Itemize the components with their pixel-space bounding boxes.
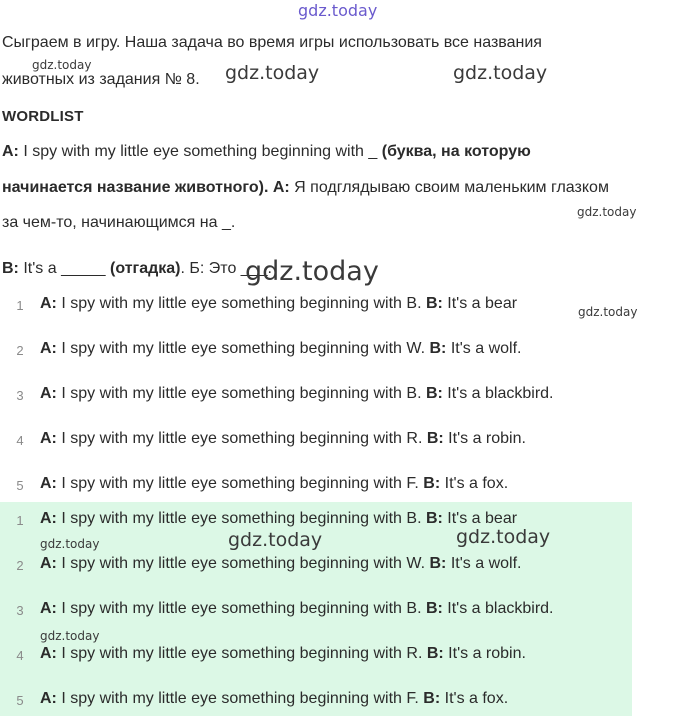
list-item	[40, 690, 508, 708]
list-item-number: 2	[16, 558, 24, 573]
watermark: gdz.today	[456, 526, 551, 548]
speaker-b-label: B:	[423, 475, 441, 492]
answer-text: It's a wolf.	[446, 340, 522, 357]
speaker-a-label: A:	[2, 143, 19, 160]
speaker-a-label: A:	[40, 475, 57, 492]
list-item-number: 3	[16, 603, 24, 618]
watermark: gdz.today	[225, 62, 320, 84]
speaker-b-label: B:	[2, 260, 19, 277]
list-item	[40, 555, 521, 573]
list-item	[40, 340, 521, 358]
speaker-a-label: A:	[40, 340, 57, 357]
instruction-line-1	[2, 143, 531, 161]
intro-line-2: животных из задания № 8.	[2, 71, 200, 88]
question-text: I spy with my little eye something beginning with R.	[56, 430, 427, 447]
speaker-b-label: B:	[425, 385, 443, 402]
answer-text: It's a robin.	[443, 430, 526, 447]
speaker-b-label: B:	[429, 555, 447, 572]
list-item-number: 5	[16, 478, 24, 493]
list-item-number: 4	[16, 433, 24, 448]
list-item	[40, 385, 554, 403]
speaker-a-label: A:	[40, 600, 57, 617]
watermark: gdz.today	[245, 256, 379, 287]
list-item-number: 1	[16, 513, 24, 528]
list-item	[40, 295, 517, 313]
speaker-a-label: A:	[40, 645, 57, 662]
list-item-number: 5	[16, 693, 24, 708]
instruction-text: . Б: Это ___.	[180, 260, 272, 277]
speaker-b-label: B:	[426, 430, 444, 447]
instruction-bold: (буква, на которую	[381, 143, 531, 160]
list-item	[40, 600, 554, 618]
speaker-b-label: B:	[425, 510, 443, 527]
watermark: gdz.today	[577, 205, 637, 219]
instruction-bold: (отгадка)	[110, 260, 181, 277]
speaker-a-label: A:	[40, 510, 57, 527]
question-text: I spy with my little eye something beginning with F.	[56, 690, 424, 707]
answer-text: It's a blackbird.	[442, 385, 554, 402]
watermark: gdz.today	[40, 629, 100, 643]
speaker-b-label: B:	[426, 645, 444, 662]
intro-line-1: Сыграем в игру. Наша задача во время игры использовать все названия	[2, 34, 542, 51]
speaker-a-label: A:	[40, 430, 57, 447]
speaker-a-label: . A:	[263, 179, 290, 196]
question-text: I spy with my little eye something beginning with B.	[56, 510, 426, 527]
list-item	[40, 645, 526, 663]
instruction-text: It's a _____	[18, 260, 111, 277]
instruction-bold: начинается название животного)	[2, 179, 264, 196]
question-text: I spy with my little eye something beginning with W.	[56, 555, 430, 572]
list-item	[40, 430, 526, 448]
watermark: gdz.today	[453, 62, 548, 84]
watermark: gdz.today	[40, 537, 100, 551]
watermark: gdz.today	[228, 529, 323, 551]
instruction-text: Я подглядываю своим маленьким глазком	[289, 179, 609, 196]
list-item-number: 3	[16, 388, 24, 403]
list-item	[40, 510, 517, 528]
answer-text: It's a bear	[442, 295, 518, 312]
question-text: I spy with my little eye something beginning with B.	[56, 385, 426, 402]
speaker-a-label: A:	[40, 385, 57, 402]
answer-text: It's a bear	[442, 510, 518, 527]
speaker-a-label: A:	[40, 295, 57, 312]
question-text: I spy with my little eye something beginning with W.	[56, 340, 430, 357]
speaker-b-label: B:	[429, 340, 447, 357]
answer-text: It's a blackbird.	[442, 600, 554, 617]
answer-text: It's a fox.	[440, 690, 509, 707]
instruction-line-2	[2, 179, 609, 197]
instruction-text: I spy with my little eye something beginning with _	[18, 143, 382, 160]
wordlist-heading: WORDLIST	[2, 108, 84, 125]
list-item-number: 4	[16, 648, 24, 663]
list-item-number: 1	[16, 298, 24, 313]
answer-text: It's a robin.	[443, 645, 526, 662]
question-text: I spy with my little eye something beginning with B.	[56, 295, 426, 312]
speaker-b-label: B:	[425, 295, 443, 312]
speaker-b-label: B:	[423, 690, 441, 707]
question-text: I spy with my little eye something beginning with F.	[56, 475, 424, 492]
answer-text: It's a fox.	[440, 475, 509, 492]
watermark-top: gdz.today	[298, 1, 378, 20]
answer-text: It's a wolf.	[446, 555, 522, 572]
list-item	[40, 475, 508, 493]
watermark: gdz.today	[32, 58, 92, 72]
list-item-number: 2	[16, 343, 24, 358]
instruction-line-3: за чем-то, начинающимся на _.	[2, 214, 236, 231]
speaker-a-label: A:	[40, 555, 57, 572]
instruction-line-4	[2, 260, 272, 278]
question-text: I spy with my little eye something beginning with B.	[56, 600, 426, 617]
speaker-b-label: B:	[425, 600, 443, 617]
watermark: gdz.today	[578, 305, 638, 319]
question-text: I spy with my little eye something beginning with R.	[56, 645, 427, 662]
speaker-a-label: A:	[40, 690, 57, 707]
